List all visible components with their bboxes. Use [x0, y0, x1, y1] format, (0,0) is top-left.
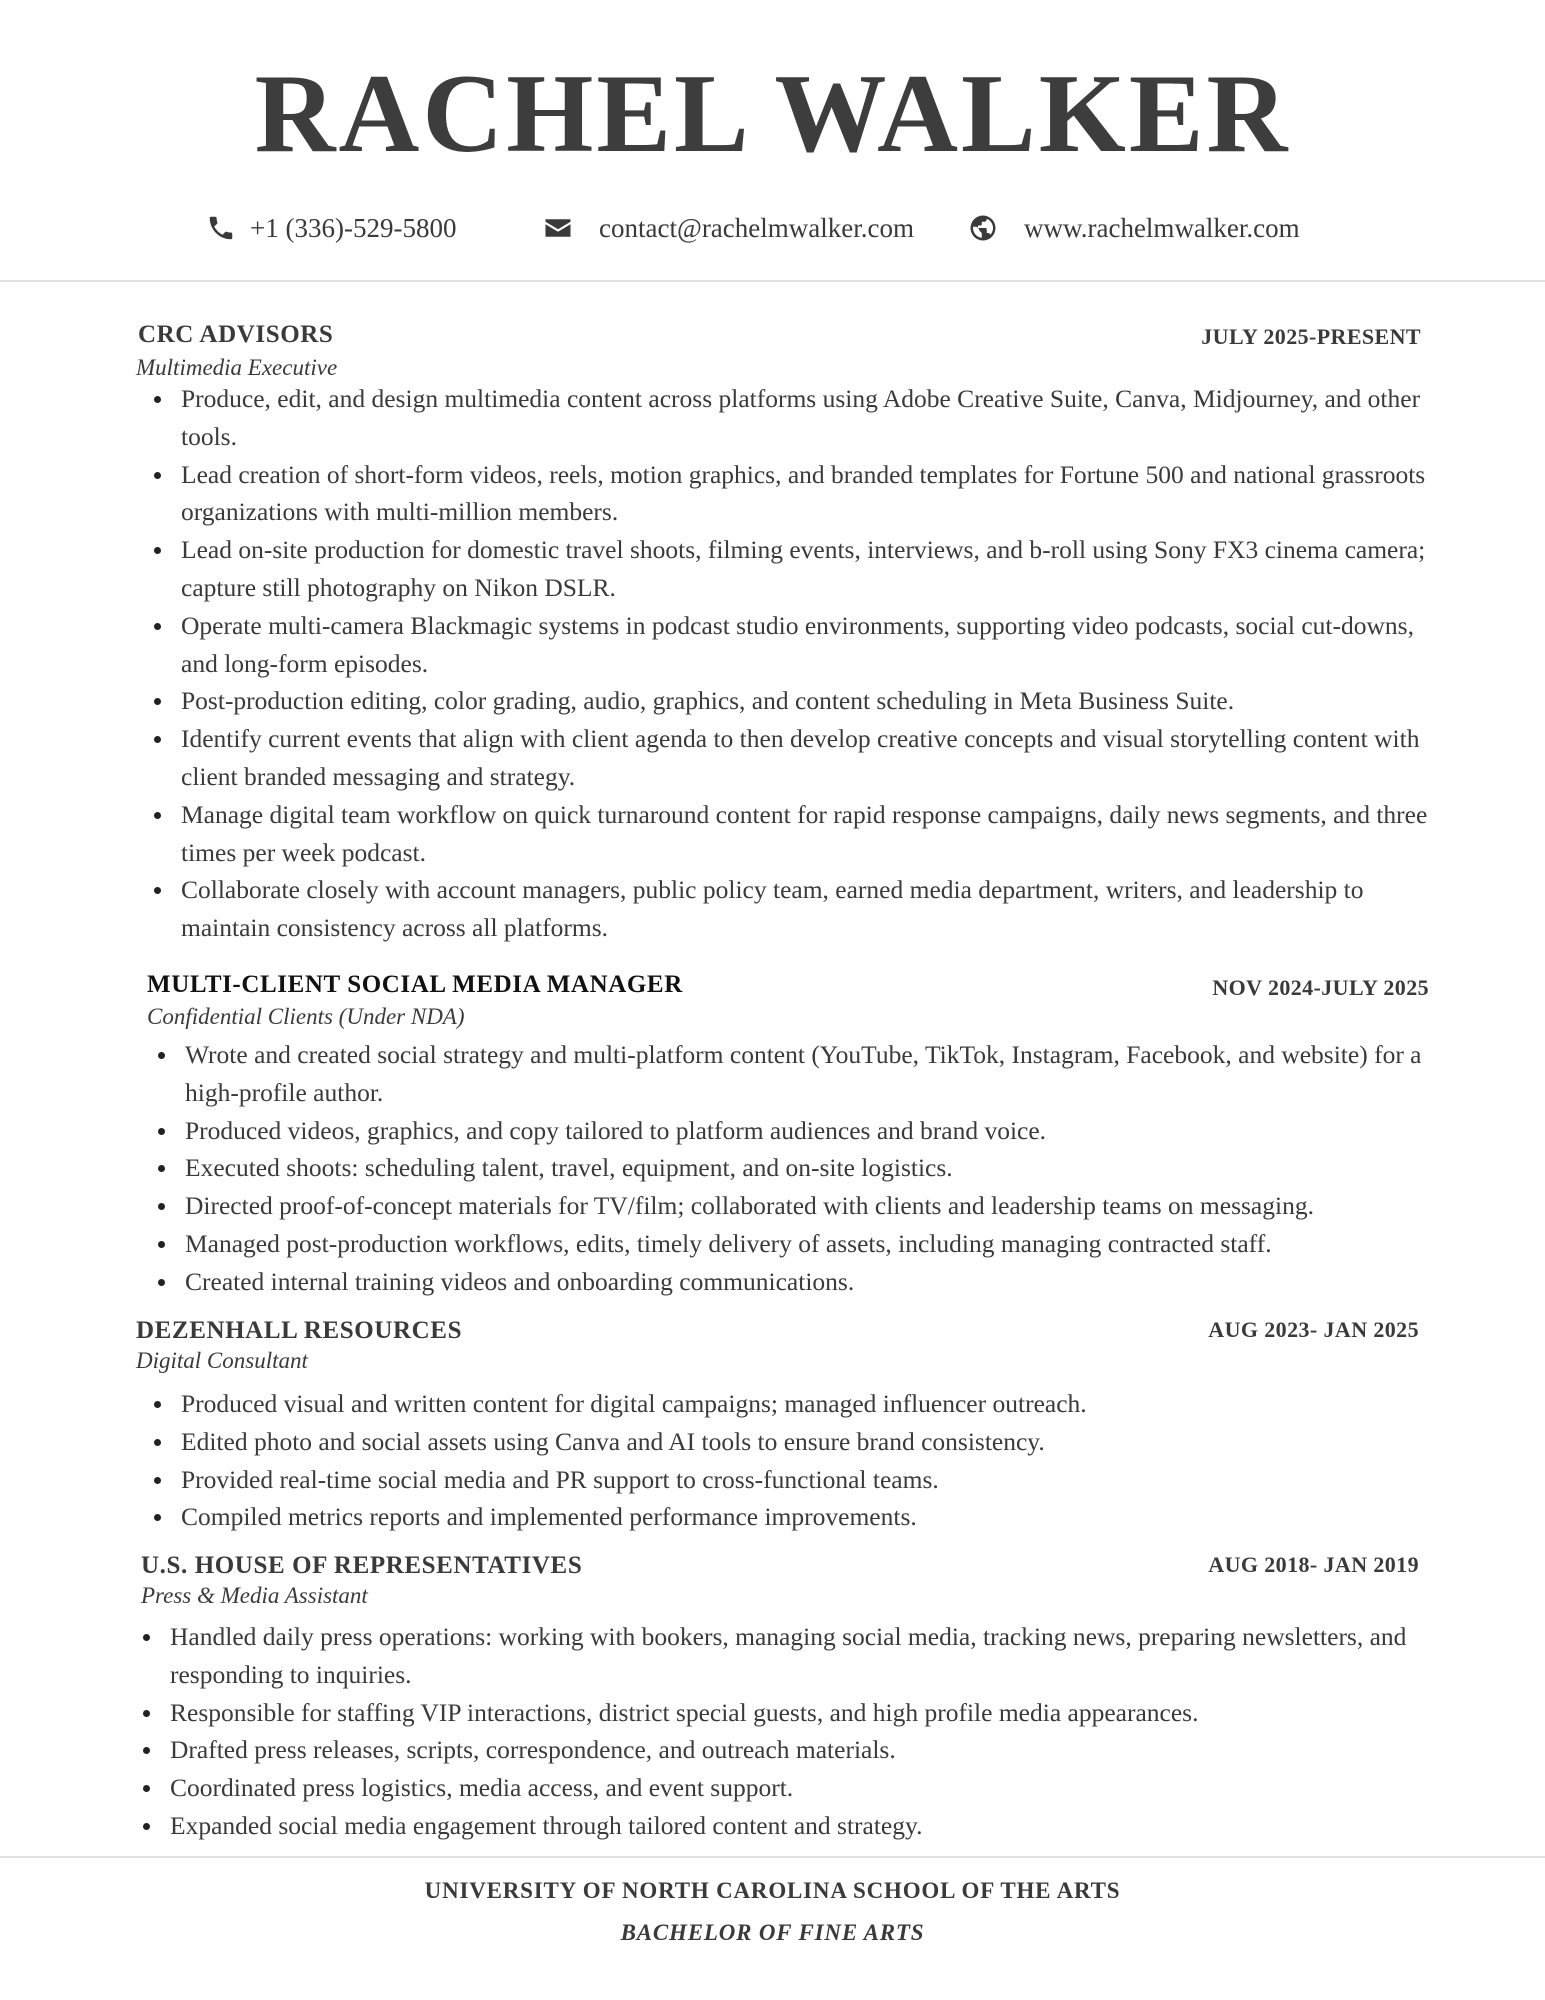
- job-company: MULTI-CLIENT SOCIAL MEDIA MANAGER: [147, 971, 683, 998]
- list-item: Created internal training videos and onboarding communications.: [150, 1263, 1440, 1301]
- list-item: Wrote and created social strategy and multi-platform content (YouTube, TikTok, Instagram, Facebook, and website) for a high-profile author.: [150, 1036, 1440, 1112]
- list-item: Produced videos, graphics, and copy tailored to platform audiences and brand voice.: [150, 1112, 1440, 1150]
- job-company: U.S. HOUSE OF REPRESENTATIVES: [141, 1552, 583, 1579]
- list-item: Produce, edit, and design multimedia content across platforms using Adobe Creative Suite, Canva, Midjourney, and other tools.: [146, 380, 1436, 456]
- education-degree: BACHELOR OF FINE ARTS: [620, 1920, 925, 1945]
- education-divider: [0, 1856, 1545, 1858]
- mail-icon: [543, 213, 573, 243]
- list-item: Responsible for staffing VIP interactions, district special guests, and high profile media appearances.: [135, 1694, 1435, 1732]
- job-role: Multimedia Executive: [136, 355, 338, 380]
- list-item: Manage digital team workflow on quick turnaround content for rapid response campaigns, daily news segments, and three times per week podcast.: [146, 796, 1436, 872]
- job-company: DEZENHALL RESOURCES: [136, 1317, 463, 1344]
- job-bullets: [146, 1385, 1436, 1536]
- list-item: Expanded social media engagement through tailored content and strategy.: [135, 1807, 1435, 1845]
- job-dates: AUG 2023- JAN 2025: [1208, 1317, 1419, 1342]
- job-company: CRC ADVISORS: [138, 321, 334, 348]
- list-item: Managed post-production workflows, edits, timely delivery of assets, including managing contracted staff.: [150, 1225, 1440, 1263]
- list-item: Compiled metrics reports and implemented performance improvements.: [146, 1498, 1436, 1536]
- contact-website: [968, 208, 1300, 248]
- website-text[interactable]: www.rachelmwalker.com: [1024, 212, 1300, 243]
- job-dates: JULY 2025-PRESENT: [1201, 324, 1421, 349]
- list-item: Directed proof-of-concept materials for TV/film; collaborated with clients and leadership teams on messaging.: [150, 1187, 1440, 1225]
- job-bullets: [150, 1036, 1440, 1301]
- job-dates: AUG 2018- JAN 2019: [1208, 1552, 1419, 1577]
- list-item: Executed shoots: scheduling talent, travel, equipment, and on-site logistics.: [150, 1149, 1440, 1187]
- job-dates: NOV 2024-JULY 2025: [1212, 975, 1429, 1000]
- list-item: Post-production editing, color grading, audio, graphics, and content scheduling in Meta Business Suite.: [146, 682, 1436, 720]
- list-item: Lead on-site production for domestic travel shoots, filming events, interviews, and b-roll using Sony FX3 cinema camera; capture still photography on Nikon DSLR.: [146, 531, 1436, 607]
- list-item: Provided real-time social media and PR support to cross-functional teams.: [146, 1461, 1436, 1499]
- phone-text: +1 (336)-529-5800: [250, 212, 457, 243]
- education-school: UNIVERSITY OF NORTH CAROLINA SCHOOL OF THE ARTS: [424, 1878, 1121, 1903]
- contact-email: [543, 208, 914, 248]
- job-role: Digital Consultant: [136, 1348, 308, 1373]
- list-item: Produced visual and written content for digital campaigns; managed influencer outreach.: [146, 1385, 1436, 1423]
- list-item: Drafted press releases, scripts, correspondence, and outreach materials.: [135, 1731, 1435, 1769]
- job-bullets: [135, 1618, 1435, 1845]
- contact-phone: [206, 208, 456, 248]
- list-item: Edited photo and social assets using Canva and AI tools to ensure brand consistency.: [146, 1423, 1436, 1461]
- list-item: Collaborate closely with account managers, public policy team, earned media department, writers, and leadership to maintain consistency across all platforms.: [146, 871, 1436, 947]
- list-item: Handled daily press operations: working with bookers, managing social media, tracking news, preparing newsletters, and responding to inquiries.: [135, 1618, 1435, 1694]
- header-divider: [0, 280, 1545, 282]
- phone-icon: [206, 213, 236, 243]
- candidate-name: RACHEL WALKER: [254, 52, 1291, 176]
- list-item: Operate multi-camera Blackmagic systems in podcast studio environments, supporting video podcasts, social cut-downs, and long-form episodes.: [146, 607, 1436, 683]
- job-role: Confidential Clients (Under NDA): [147, 1004, 465, 1029]
- globe-icon: [968, 213, 998, 243]
- email-text[interactable]: contact@rachelmwalker.com: [599, 212, 914, 243]
- list-item: Coordinated press logistics, media access, and event support.: [135, 1769, 1435, 1807]
- list-item: Identify current events that align with client agenda to then develop creative concepts and visual storytelling content with client branded messaging and strategy.: [146, 720, 1436, 796]
- job-role: Press & Media Assistant: [141, 1583, 368, 1608]
- job-bullets: [146, 380, 1436, 947]
- list-item: Lead creation of short-form videos, reels, motion graphics, and branded templates for Fortune 500 and national grassroots organizations with multi-million members.: [146, 456, 1436, 532]
